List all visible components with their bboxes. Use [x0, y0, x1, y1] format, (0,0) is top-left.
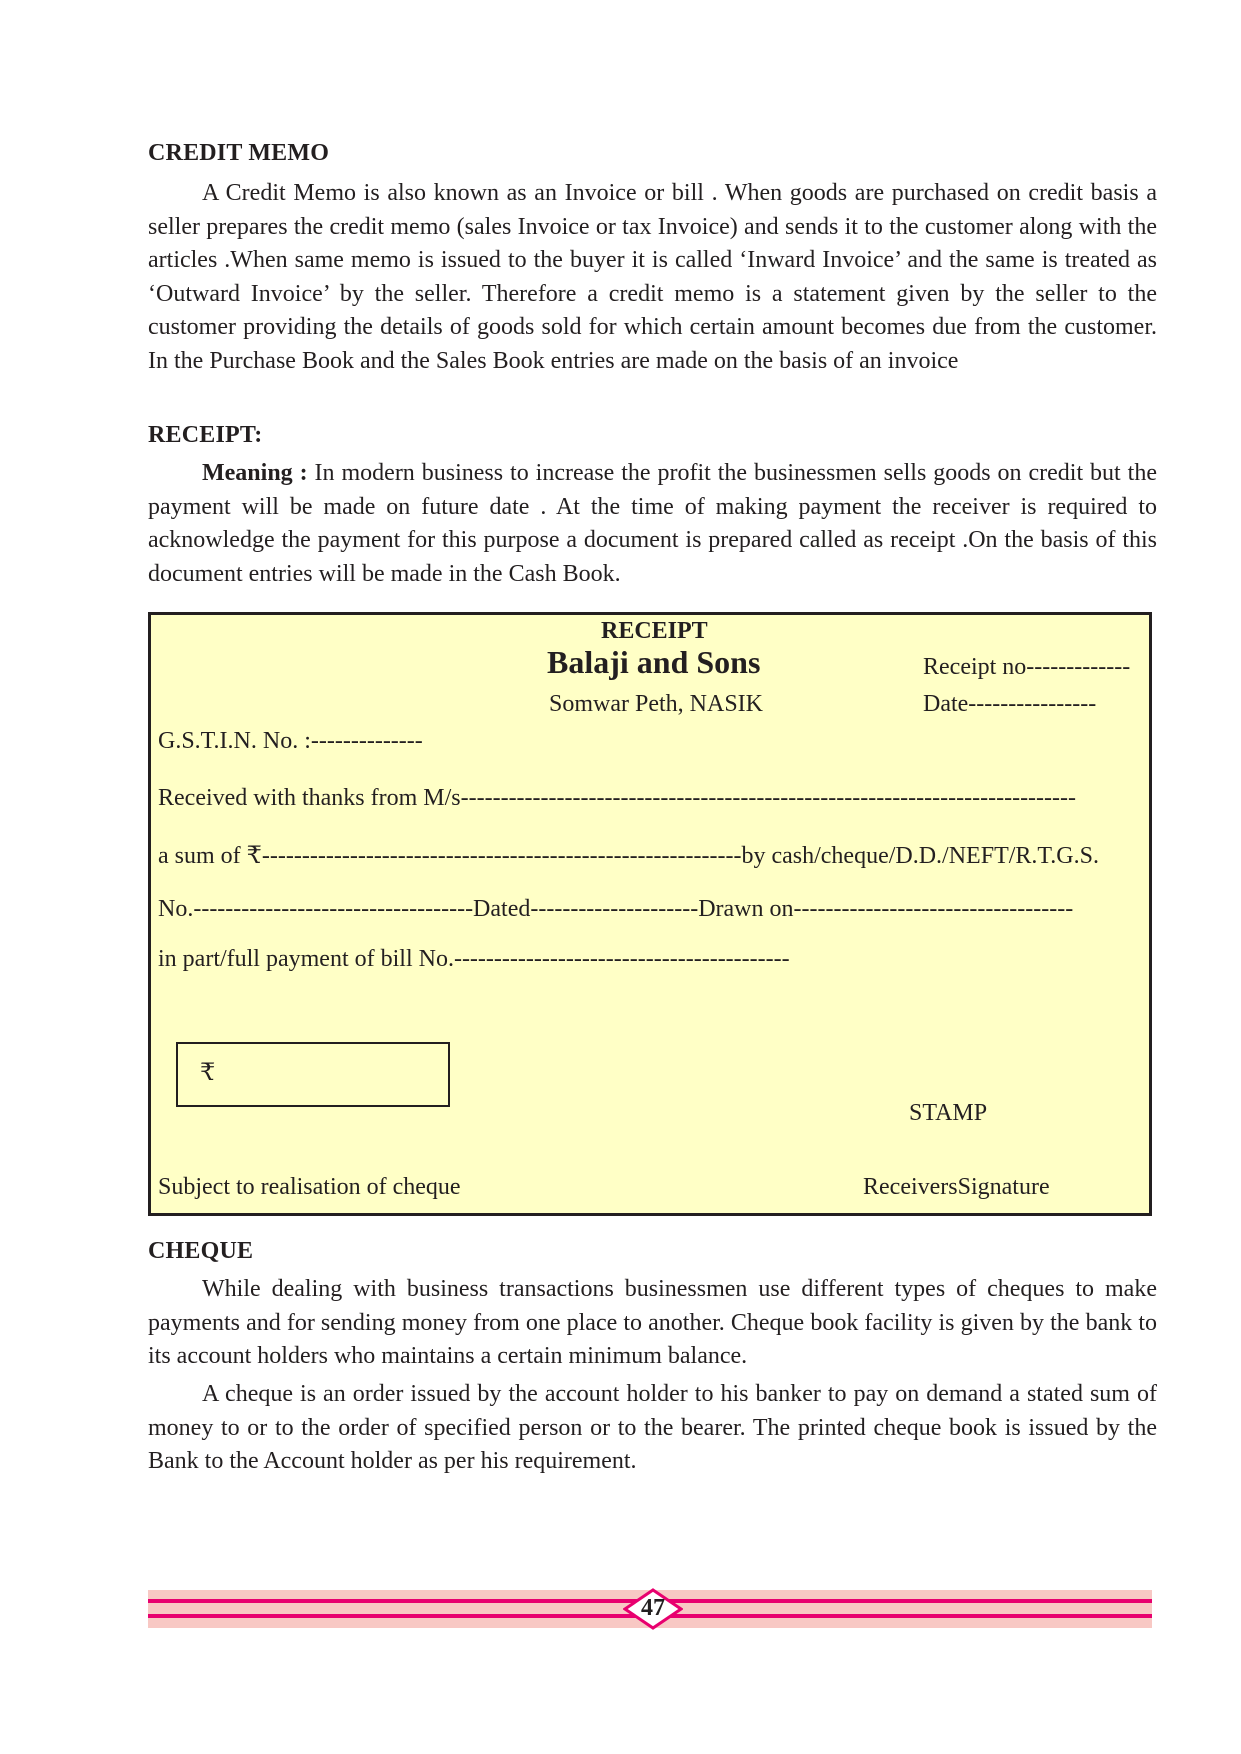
- receipt-no-field: Receipt no-------------: [923, 654, 1131, 680]
- stamp-label: STAMP: [909, 1100, 988, 1126]
- subject-to-realisation: Subject to realisation of cheque: [158, 1174, 461, 1200]
- page-number-badge: [623, 1588, 683, 1630]
- receipt-heading: RECEIPT:: [148, 422, 263, 448]
- cheque-heading: CHEQUE: [148, 1238, 254, 1264]
- cheque-paragraph-1: While dealing with business transactions businessmen use different types of cheques to make payments and for sending money from one place to another. Cheque book facility is given by the bank to its account holders who maintains a certain minimum balance.: [148, 1276, 1157, 1369]
- credit-memo-heading: CREDIT MEMO: [148, 140, 330, 166]
- sum-of-field: a sum of ₹------------------------------------------------------------by cash/cheque/D.D./NEFT/R.T.G.S.: [158, 843, 1099, 869]
- page-number: 47: [641, 1595, 665, 1621]
- cheque-paragraph-2: A cheque is an order issued by the account holder to his banker to pay on demand a stated sum of money to or to the order of specified person or to the bearer. The printed cheque book is issued by the Bank to the Account holder as per his requirement.: [148, 1381, 1157, 1474]
- gstin-field: G.S.T.I.N. No. :--------------: [158, 728, 423, 754]
- amount-box: [176, 1042, 450, 1107]
- firm-name: Balaji and Sons: [547, 644, 761, 680]
- cheque-no-field: No.-----------------------------------Dated---------------------Drawn on-----------------------------------: [158, 896, 1074, 922]
- receiver-signature: ReceiversSignature: [863, 1174, 1050, 1200]
- meaning-text: In modern business to increase the profit the businessmen sells goods on credit but the payment will be made on future date . At the time of making payment the receiver is required to acknowledge the payment for this purpose a document is prepared called as receipt .On the basis of this document entries will be made in the Cash Book.: [148, 460, 1157, 587]
- receipt-form-title: RECEIPT: [601, 618, 708, 644]
- rupee-symbol: ₹: [200, 1060, 216, 1086]
- receipt-form: [148, 612, 1152, 1216]
- date-field: Date----------------: [923, 691, 1097, 717]
- meaning-label: Meaning :: [202, 460, 308, 486]
- bill-payment-field: in part/full payment of bill No.------------------------------------------: [158, 946, 790, 972]
- credit-memo-paragraph: A Credit Memo is also known as an Invoice or bill . When goods are purchased on credit basis a seller prepares the credit memo (sales Invoice or tax Invoice) and sends it to the customer along with the articles .When same memo is issued to the buyer it is called ‘Inward Invoice’ and the same is treated as ‘Outward Invoice’ by the seller. Therefore a credit memo is a statement given by the seller to the customer providing the details of goods sold for which certain amount becomes due from the customer. In the Purchase Book and the Sales Book entries are made on the basis of an invoice: [148, 180, 1157, 374]
- firm-address: Somwar Peth, NASIK: [549, 691, 763, 717]
- received-from-field: Received with thanks from M/s-----------------------------------------------------------------------------: [158, 785, 1077, 811]
- receipt-meaning-paragraph: [148, 457, 1157, 591]
- footer-band: [148, 1590, 1152, 1628]
